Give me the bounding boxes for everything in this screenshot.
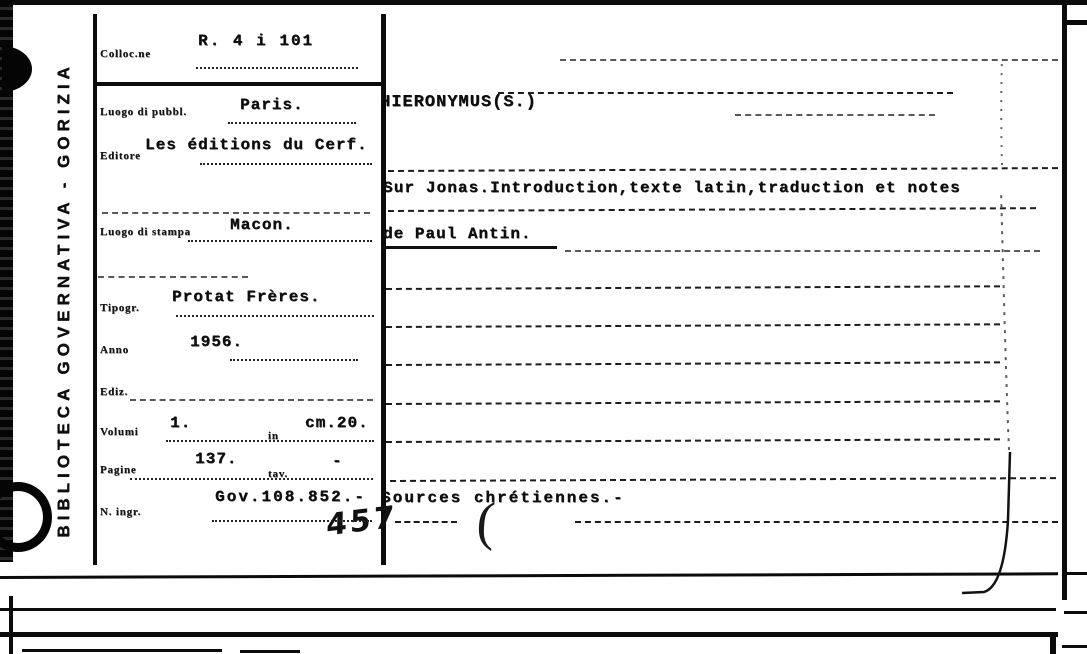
field-label-luogo-pubbl: Luogo di pubbl. [100,106,187,118]
field-value-volumi: 1. [170,414,192,432]
library-name-vertical: BIBLIOTECA GOVERNATIVA - GORIZIA [54,62,73,538]
field-label-ediz: Ediz. [100,386,129,398]
field-value-collocazione: R. 4 i 101 [198,32,315,50]
field-label-tipogr: Tipogr. [100,302,140,314]
field-label-anno: Anno [100,344,129,356]
field-label-collocazione: Colloc.ne [100,48,151,60]
field-label-in: in [268,430,279,442]
field-value-luogo-stampa: Macon. [230,216,294,234]
title-line-1: Sur Jonas.Introduction,texte latin,traduction et notes [383,179,961,197]
field-value-luogo-pubbl: Paris. [240,96,304,114]
field-value-pagine: 137. [195,450,238,468]
field-value-n-ingr: Gov.108.852.- [215,488,366,506]
field-label-volumi: Volumi [100,426,139,438]
handwritten-number: 457 [325,499,398,544]
title-line-2: de Paul Antin. [383,225,532,243]
field-label-luogo-stampa: Luogo di stampa [100,226,191,238]
field-label-n-ingr: N. ingr. [100,506,142,518]
field-label-pagine: Pagine [100,464,137,476]
field-label-tav: tav. [268,468,289,480]
field-value-editore: Les éditions du Cerf. [145,136,368,154]
series-note: Sources chrétiennes.- [381,489,625,507]
field-value-anno: 1956. [190,333,244,351]
field-value-formato: cm.20. [305,414,369,432]
field-value-tavole: - [332,452,343,470]
field-value-tipogr: Protat Frères. [172,288,321,306]
author-heading: HIERONYMUS(S.) [380,93,537,112]
series-paren-mark: ( [474,490,498,552]
field-label-editore: Editore [100,150,141,162]
